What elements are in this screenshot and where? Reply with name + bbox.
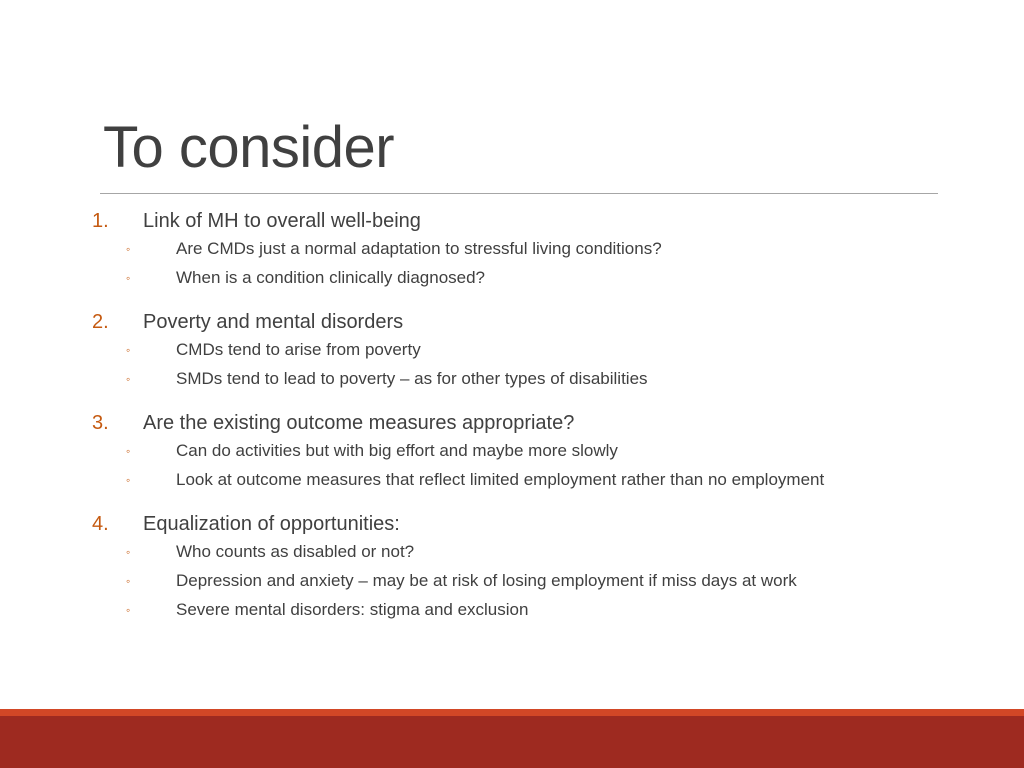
slide-title: To consider: [103, 115, 395, 180]
sub-item-text: Depression and anxiety – may be at risk of losing employment if miss days at work: [176, 571, 797, 590]
sub-item: [0, 339, 1024, 363]
sub-item: [0, 267, 1024, 291]
bullet-icon: ◦: [126, 574, 131, 588]
bullet-icon: ◦: [126, 603, 131, 617]
sub-item: [0, 440, 1024, 464]
sub-item: [0, 599, 1024, 623]
sub-item: [0, 238, 1024, 262]
sub-item-text: Can do activities but with big effort and maybe more slowly: [176, 441, 618, 460]
sub-item-text: SMDs tend to lead to poverty – as for other types of disabilities: [176, 369, 648, 388]
sub-item: [0, 570, 1024, 594]
bullet-icon: ◦: [126, 343, 131, 357]
bullet-icon: ◦: [126, 242, 131, 256]
sub-item: [0, 541, 1024, 565]
footer-accent-line: [0, 709, 1024, 716]
bullet-icon: ◦: [126, 545, 131, 559]
sub-item: [0, 368, 1024, 392]
list-item-label: Equalization of opportunities:: [143, 513, 400, 535]
sub-item: [0, 469, 1024, 493]
bullet-icon: ◦: [126, 372, 131, 386]
list-item-label: Poverty and mental disorders: [143, 311, 404, 333]
title-divider: [100, 193, 938, 194]
sub-item-text: Severe mental disorders: stigma and exclusion: [176, 600, 529, 619]
footer-band: [0, 716, 1024, 768]
list-item-number: 1.: [92, 210, 109, 232]
bullet-icon: ◦: [126, 271, 131, 285]
list-item-number: 2.: [92, 311, 109, 333]
sub-item-text: Who counts as disabled or not?: [176, 542, 415, 561]
list-item-number: 4.: [92, 513, 109, 535]
sub-item-text: When is a condition clinically diagnosed?: [176, 268, 486, 287]
list-item-number: 3.: [92, 412, 109, 434]
list-item-label: Are the existing outcome measures appropriate?: [143, 412, 575, 434]
bullet-icon: ◦: [126, 473, 131, 487]
sub-item-text: Are CMDs just a normal adaptation to stressful living conditions?: [176, 239, 662, 258]
sub-item-text: Look at outcome measures that reflect limited employment rather than no employment: [176, 470, 825, 489]
bullet-icon: ◦: [126, 444, 131, 458]
sub-item-text: CMDs tend to arise from poverty: [176, 340, 421, 359]
list-item-label: Link of MH to overall well-being: [143, 210, 421, 232]
